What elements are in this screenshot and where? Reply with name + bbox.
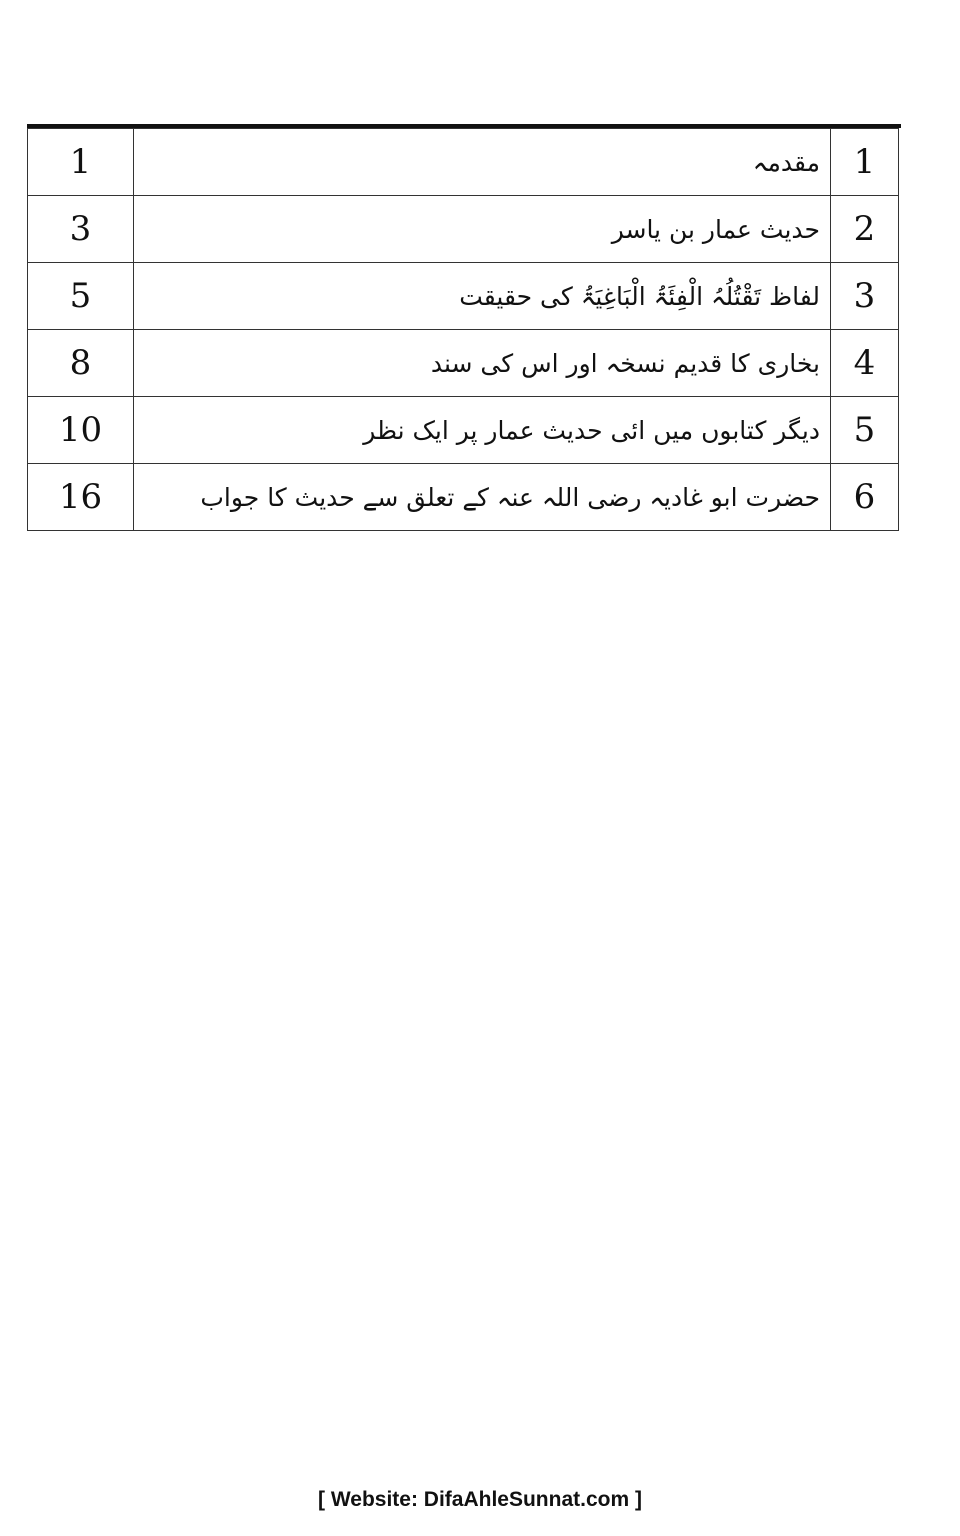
page-number: 16 xyxy=(28,464,134,531)
row-number: 1 xyxy=(831,129,899,196)
table-row xyxy=(28,330,899,397)
chapter-title: حضرت ابو غادیہ رضی اللہ عنہ کے تعلق سے حدیث کا جواب xyxy=(134,464,831,531)
table-row xyxy=(28,196,899,263)
row-number: 5 xyxy=(831,397,899,464)
row-number: 6 xyxy=(831,464,899,531)
table-row xyxy=(28,464,899,531)
page-number: 10 xyxy=(28,397,134,464)
page-number: 8 xyxy=(28,330,134,397)
chapter-title: لفاظ تَقْتُلُہُ الْفِئَۃُ الْبَاغِیَۃُ کی حقیقت xyxy=(134,263,831,330)
website-footer: [ Website: DifaAhleSunnat.com ] xyxy=(318,1488,642,1511)
chapter-title: مقدمہ xyxy=(134,129,831,196)
page-number: 3 xyxy=(28,196,134,263)
chapter-title: حدیث عمار بن یاسر xyxy=(134,196,831,263)
page-number: 5 xyxy=(28,263,134,330)
row-number: 4 xyxy=(831,330,899,397)
chapter-title: دیگر کتابوں میں ائی حدیث عمار پر ایک نظر xyxy=(134,397,831,464)
table-of-contents xyxy=(27,128,899,531)
row-number: 3 xyxy=(831,263,899,330)
page-number: 1 xyxy=(28,129,134,196)
table-row xyxy=(28,129,899,196)
table-row xyxy=(28,263,899,330)
chapter-title: بخاری کا قدیم نسخہ اور اس کی سند xyxy=(134,330,831,397)
row-number: 2 xyxy=(831,196,899,263)
table-row xyxy=(28,397,899,464)
